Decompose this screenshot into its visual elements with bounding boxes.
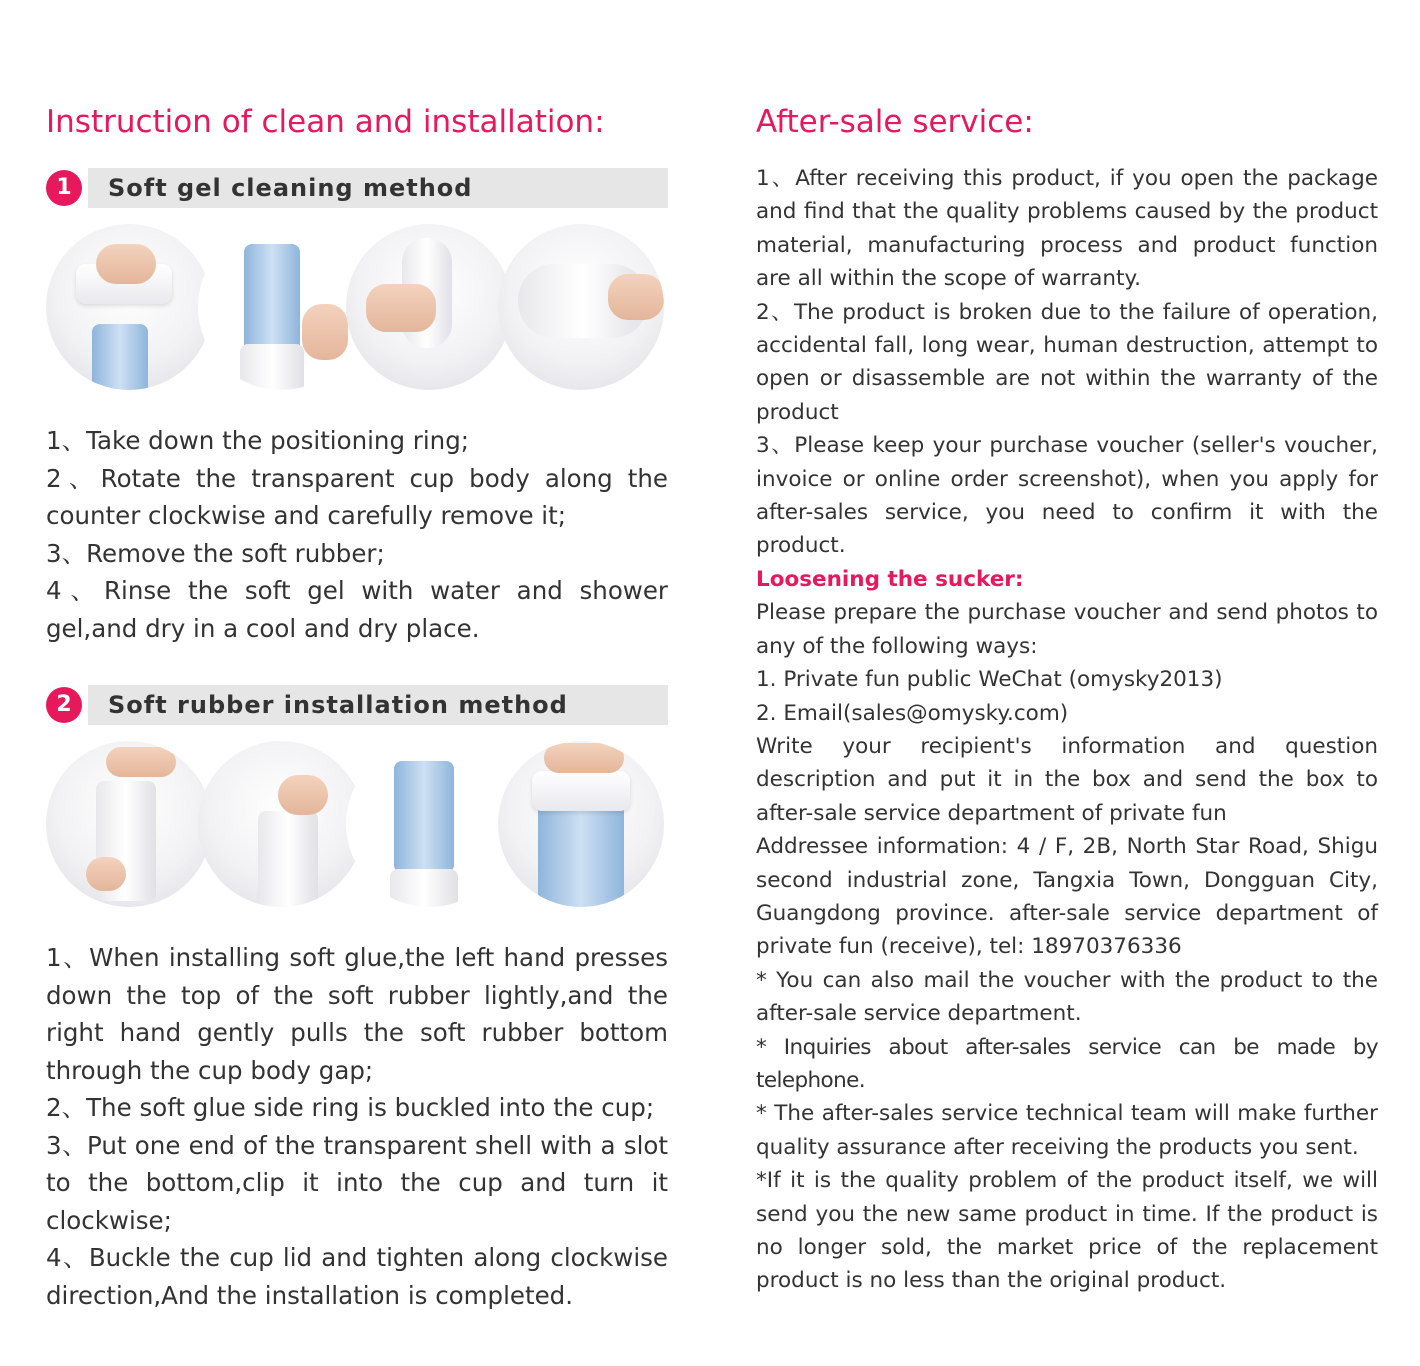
section-2-number: 2 [46, 687, 82, 723]
section-2-step: 1、When installing soft glue,the left hand presses down the top of the soft rubber lightly,and the right hand gently pulls the soft rubber bottom through the cup body gap; [46, 943, 668, 1085]
section-1-step: 3、Remove the soft rubber; [46, 538, 385, 568]
after-sale-paragraph: Please prepare the purchase voucher and send photos to any of the following ways: [756, 600, 1378, 659]
insert-gel-photo [198, 741, 364, 907]
section-2-step: 3、Put one end of the transparent shell with a slot to the bottom,clip it into the cup and turn it clockwise; [46, 1130, 668, 1235]
after-sale-note: *If it is the quality problem of the product itself, we will send you the new same product in time. If the product is no longer sold, the market price of the replacement product is no less than the original product. [756, 1168, 1378, 1294]
after-sale-paragraph: Write your recipient's information and question description and put it in the box and send the box to after-sale service department of private fun [756, 733, 1378, 826]
after-sale-paragraph: 2、The product is broken due to the failure of operation, accidental fall, long wear, human destruction, attempt to open or disassemble are not within the warranty of the product [756, 299, 1378, 425]
press-gel-photo [46, 741, 212, 907]
section-1-step: 4、Rinse the soft gel with water and shower gel,and dry in a cool and dry place. [46, 576, 668, 643]
after-sale-paragraph: 1、After receiving this product, if you open the package and find that the quality problems caused by the product material, manufacturing process and product function are all within the scope of warranty. [756, 166, 1378, 292]
after-sale-paragraph: 3、Please keep your purchase voucher (seller's voucher, invoice or online order screenshot), when you apply for after-sales service, you need to confirm it with the product. [756, 433, 1378, 559]
section-2-header [46, 685, 668, 725]
section-2-steps [46, 939, 668, 1314]
buckle-lid-photo [498, 741, 664, 907]
section-2-photos [46, 741, 668, 911]
after-sale-column [756, 100, 1378, 1298]
section-2-step: 2、The soft glue side ring is buckled into the cup; [46, 1093, 655, 1122]
section-1-step: 2、Rotate the transparent cup body along the counter clockwise and carefully remove it; [46, 463, 668, 530]
cup-base-photo [198, 224, 364, 390]
section-1-title: Soft gel cleaning method [108, 174, 473, 202]
section-1-step: 1、Take down the positioning ring; [46, 426, 470, 455]
section-1-photos [46, 224, 668, 394]
cap-and-cup-photo [46, 224, 212, 390]
instruction-title: Instruction of clean and installation: [46, 104, 605, 140]
gel-rinse-photo [498, 224, 664, 390]
after-sale-title: After-sale service: [756, 104, 1034, 140]
instruction-column [46, 100, 668, 1314]
section-1-steps [46, 422, 668, 647]
section-2-title: Soft rubber installation method [108, 691, 568, 719]
after-sale-body [756, 162, 1378, 1298]
after-sale-note: * The after-sales service technical team will make further quality assurance after receiving the products you sent. [756, 1101, 1378, 1160]
section-1-number: 1 [46, 170, 82, 206]
after-sale-note: * Inquiries about after-sales service can be made by telephone. [756, 1034, 1378, 1093]
after-sale-note: * You can also mail the voucher with the product to the after-sale service department. [756, 967, 1378, 1027]
address-info: Addressee information: 4 / F, 2B, North Star Road, Shigu second industrial zone, Tangxia Town, Dongguan City, Guangdong province. after-sale service department of private fun (receive), tel: 18970376336 [756, 834, 1378, 960]
gel-insert-photo [346, 224, 512, 390]
loosening-subtitle: Loosening the sucker: [756, 566, 1024, 592]
wechat-contact: 1. Private fun public WeChat (omysky2013) [756, 667, 1223, 693]
section-1-header [46, 168, 668, 208]
attach-shell-photo [346, 741, 512, 907]
email-contact: 2. Email(sales@omysky.com) [756, 700, 1069, 726]
section-2-step: 4、Buckle the cup lid and tighten along clockwise direction,And the installation is completed. [46, 1243, 668, 1310]
